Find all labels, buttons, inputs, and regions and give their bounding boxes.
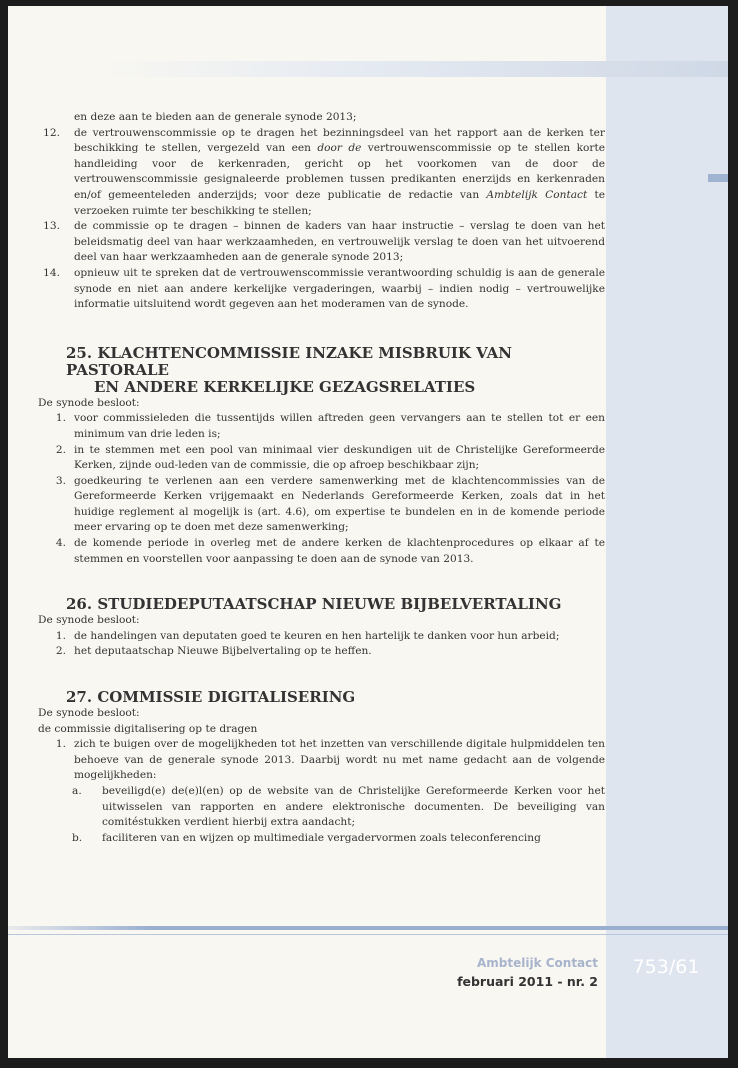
right-margin-band: [606, 6, 728, 1058]
page-number: 753/61: [632, 956, 700, 978]
list-item-12: 12. de vertrouwenscommissie op te dragen het bezinningsdeel van het rapport aan de kerken ter beschikking te stellen, vergezeld van een door de vertrouwenscommissie op te stellen korte handleiding voor de kerkenraden, gericht op het voorkomen van de door de vertrouwenscommissie gesignaleerde problemen tussen predikanten enerzijds en kerkenraden en/of gemeenteleden anderzijds; voor deze publicatie de redactie van Ambtelijk Contact te verzoeken ruimte ter beschikking te stellen;: [38, 126, 605, 220]
list-item: 1. voor commissieleden die tussentijds willen aftreden geen vervangers aan te stellen tot er een minimum van drie leden is;: [55, 412, 605, 440]
list-item: 1. zich te buigen over de mogelijkheden tot het inzetten van verschillende digitale hulpmiddelen ten behoeve van de generale synode 2013. Daarbij wordt nu met name gedacht aan de volgende mogelijkheden:: [55, 738, 605, 782]
section-heading-25: 25. KLACHTENCOMMISSIE INZAKE MISBRUIK VAN PASTORALE EN ANDERE KERKELIJKE GEZAGSRELATIES: [66, 343, 513, 396]
list-number: 12.: [43, 126, 60, 139]
sub-list-item: a. beveiligd(e) de(e)l(en) op de website van de Christelijke Gereformeerde Kerken voor het uitwisselen van rapporten en andere elektronische documenten. De beveiliging van comitéstukken verdient hierbij extra aandacht;: [72, 785, 605, 829]
list-item: 4. de komende periode in overleg met de andere kerken de klachtenprocedures op elkaar af te stemmen en voorstellen voor aanpassing te doen aan de synode van 2013.: [55, 537, 605, 565]
list-number: 13.: [43, 220, 60, 233]
section-intro-2: de commissie digitalisering op te dragen: [38, 722, 258, 735]
list-item: 2. in te stemmen met een pool van minimaal vier deskundigen uit de Christelijke Gereformeerde Kerken, zijnde oud-leden van de commissie, die op afroep beschikbaar zijn;: [55, 443, 605, 472]
section-heading-27: 27. COMMISSIE DIGITALISERING: [66, 688, 356, 707]
footer-rule-thin: [8, 934, 728, 935]
section-tab-marker: [708, 174, 728, 182]
footer-rule: [8, 926, 728, 930]
section-intro: De synode besloot:: [38, 614, 140, 627]
section-heading-26: 26. STUDIEDEPUTAATSCHAP NIEUWE BIJBELVERTALING: [66, 595, 562, 614]
header-bar: [104, 61, 728, 77]
body-text: [38, 110, 605, 846]
section-intro: De synode besloot:: [38, 396, 140, 409]
list-number: 14.: [43, 266, 60, 279]
list-item-14: 14. opnieuw uit te spreken dat de vertrouwenscommissie verantwoording schuldig is aan de generale synode en niet aan andere kerkelijke vergaderingen, waarbij – indien nodig – vertrouwelijke informatie uitsluitend wordt gegeven aan het moderamen van de synode.: [38, 266, 605, 313]
list-item: 2. het deputaatschap Nieuwe Bijbelvertaling op te heffen.: [55, 645, 372, 658]
document-page: [8, 6, 728, 1058]
list-item-13: 13. de commissie op te dragen – binnen de kaders van haar instructie – verslag te doen van het beleidsmatig deel van haar werkzaamheden, en vertrouwelijk verslag te doen van het uitvoerend deel van haar werkzaamheden aan de generale synode 2013;: [38, 219, 605, 266]
section-intro: De synode besloot:: [38, 707, 140, 720]
list-item: 3. goedkeuring te verlenen aan een verdere samenwerking met de klachtencommissies van de Gereformeerde Kerken vrijgemaakt en Nederlands Gereformeerde Kerken, zoals dat in het huidige reglement al mogelijk is (art. 4.6), om expertise te bundelen en in de komende periode meer ervaring op te doen met deze samenwerking;: [55, 474, 605, 534]
list-item: 1. de handelingen van deputaten goed te keuren en hen hartelijk te danken voor hun arbeid;: [55, 629, 560, 642]
footer-publication: Ambtelijk Contact: [476, 956, 598, 970]
publication-name: Ambtelijk Contact: [486, 188, 588, 201]
footer-issue: februari 2011 - nr. 2: [457, 974, 598, 989]
sub-list-item: b. faciliteren van en wijzen op multimediale vergadervormen zoals teleconferencing: [72, 831, 541, 844]
list-item-continuation: en deze aan te bieden aan de generale synode 2013;: [74, 111, 357, 123]
